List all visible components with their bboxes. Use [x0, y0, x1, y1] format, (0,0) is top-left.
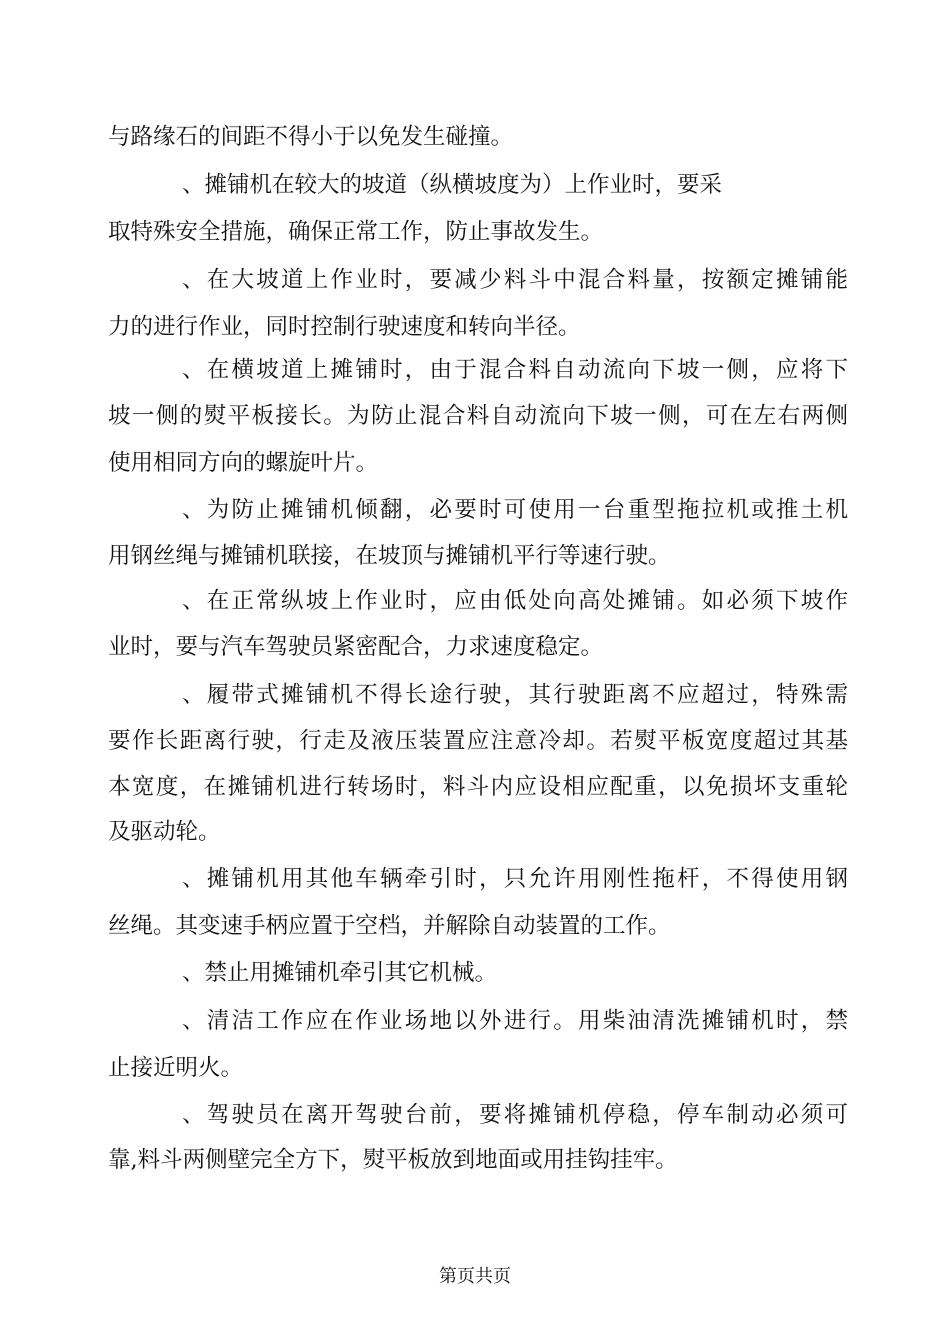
text-line: 止接近明火。	[108, 1055, 244, 1081]
text-line: 坡一侧的熨平板接长。为防止混合料自动流向下坡一侧，可在左右两侧	[108, 403, 848, 429]
text-line: 、禁止用摊铺机牵引其它机械。	[182, 960, 498, 986]
text-line: 、为防止摊铺机倾翻，必要时可使用一台重型拖拉机或推土机	[182, 497, 848, 523]
text-line: 、驾驶员在离开驾驶台前，要将摊铺机停稳，停车制动必须可	[182, 1102, 848, 1128]
text-line: 、摊铺机在较大的坡道（纵横坡度为）上作业时，要采	[182, 172, 723, 198]
text-line: 、摊铺机用其他车辆牵引时，只允许用刚性拖杆，不得使用钢	[182, 866, 848, 892]
text-line: 使用相同方向的螺旋叶片。	[108, 450, 379, 476]
text-line: 用钢丝绳与摊铺机联接，在坡顶与摊铺机平行等速行驶。	[108, 543, 671, 569]
text-line: 及驱动轮。	[108, 819, 221, 845]
text-line: 靠,料斗两侧壁完全方下，熨平板放到地面或用挂钩挂牢。	[108, 1147, 678, 1173]
text-line: 本宽度，在摊铺机进行转场时，料斗内应设相应配重，以免损坏支重轮	[108, 774, 848, 800]
text-line: 要作长距离行驶，行走及液压装置应注意冷却。若熨平板宽度超过其基	[108, 728, 848, 754]
text-line: 丝绳。其变速手柄应置于空档，并解除自动装置的工作。	[108, 913, 671, 939]
text-line: 、在大坡道上作业时，要减少料斗中混合料量，按额定摊铺能	[182, 267, 848, 293]
page-footer: 第页共页	[439, 1266, 511, 1287]
text-line: 力的进行作业，同时控制行驶速度和转向半径。	[108, 314, 581, 340]
text-line: 取特殊安全措施，确保正常工作，防止事故发生。	[108, 219, 604, 245]
text-line: 、履带式摊铺机不得长途行驶，其行驶距离不应超过，特殊需	[182, 682, 848, 708]
text-line: 、在横坡道上摊铺时，由于混合料自动流向下坡一侧，应将下	[182, 357, 848, 383]
text-line: 业时，要与汽车驾驶员紧密配合，力求速度稳定。	[108, 634, 604, 660]
text-line: 、在正常纵坡上作业时，应由低处向高处摊铺。如必须下坡作	[182, 588, 848, 614]
text-line: 与路缘石的间距不得小于以免发生碰撞。	[108, 124, 514, 150]
text-line: 、清洁工作应在作业场地以外进行。用柴油清洗摊铺机时，禁	[182, 1008, 848, 1034]
